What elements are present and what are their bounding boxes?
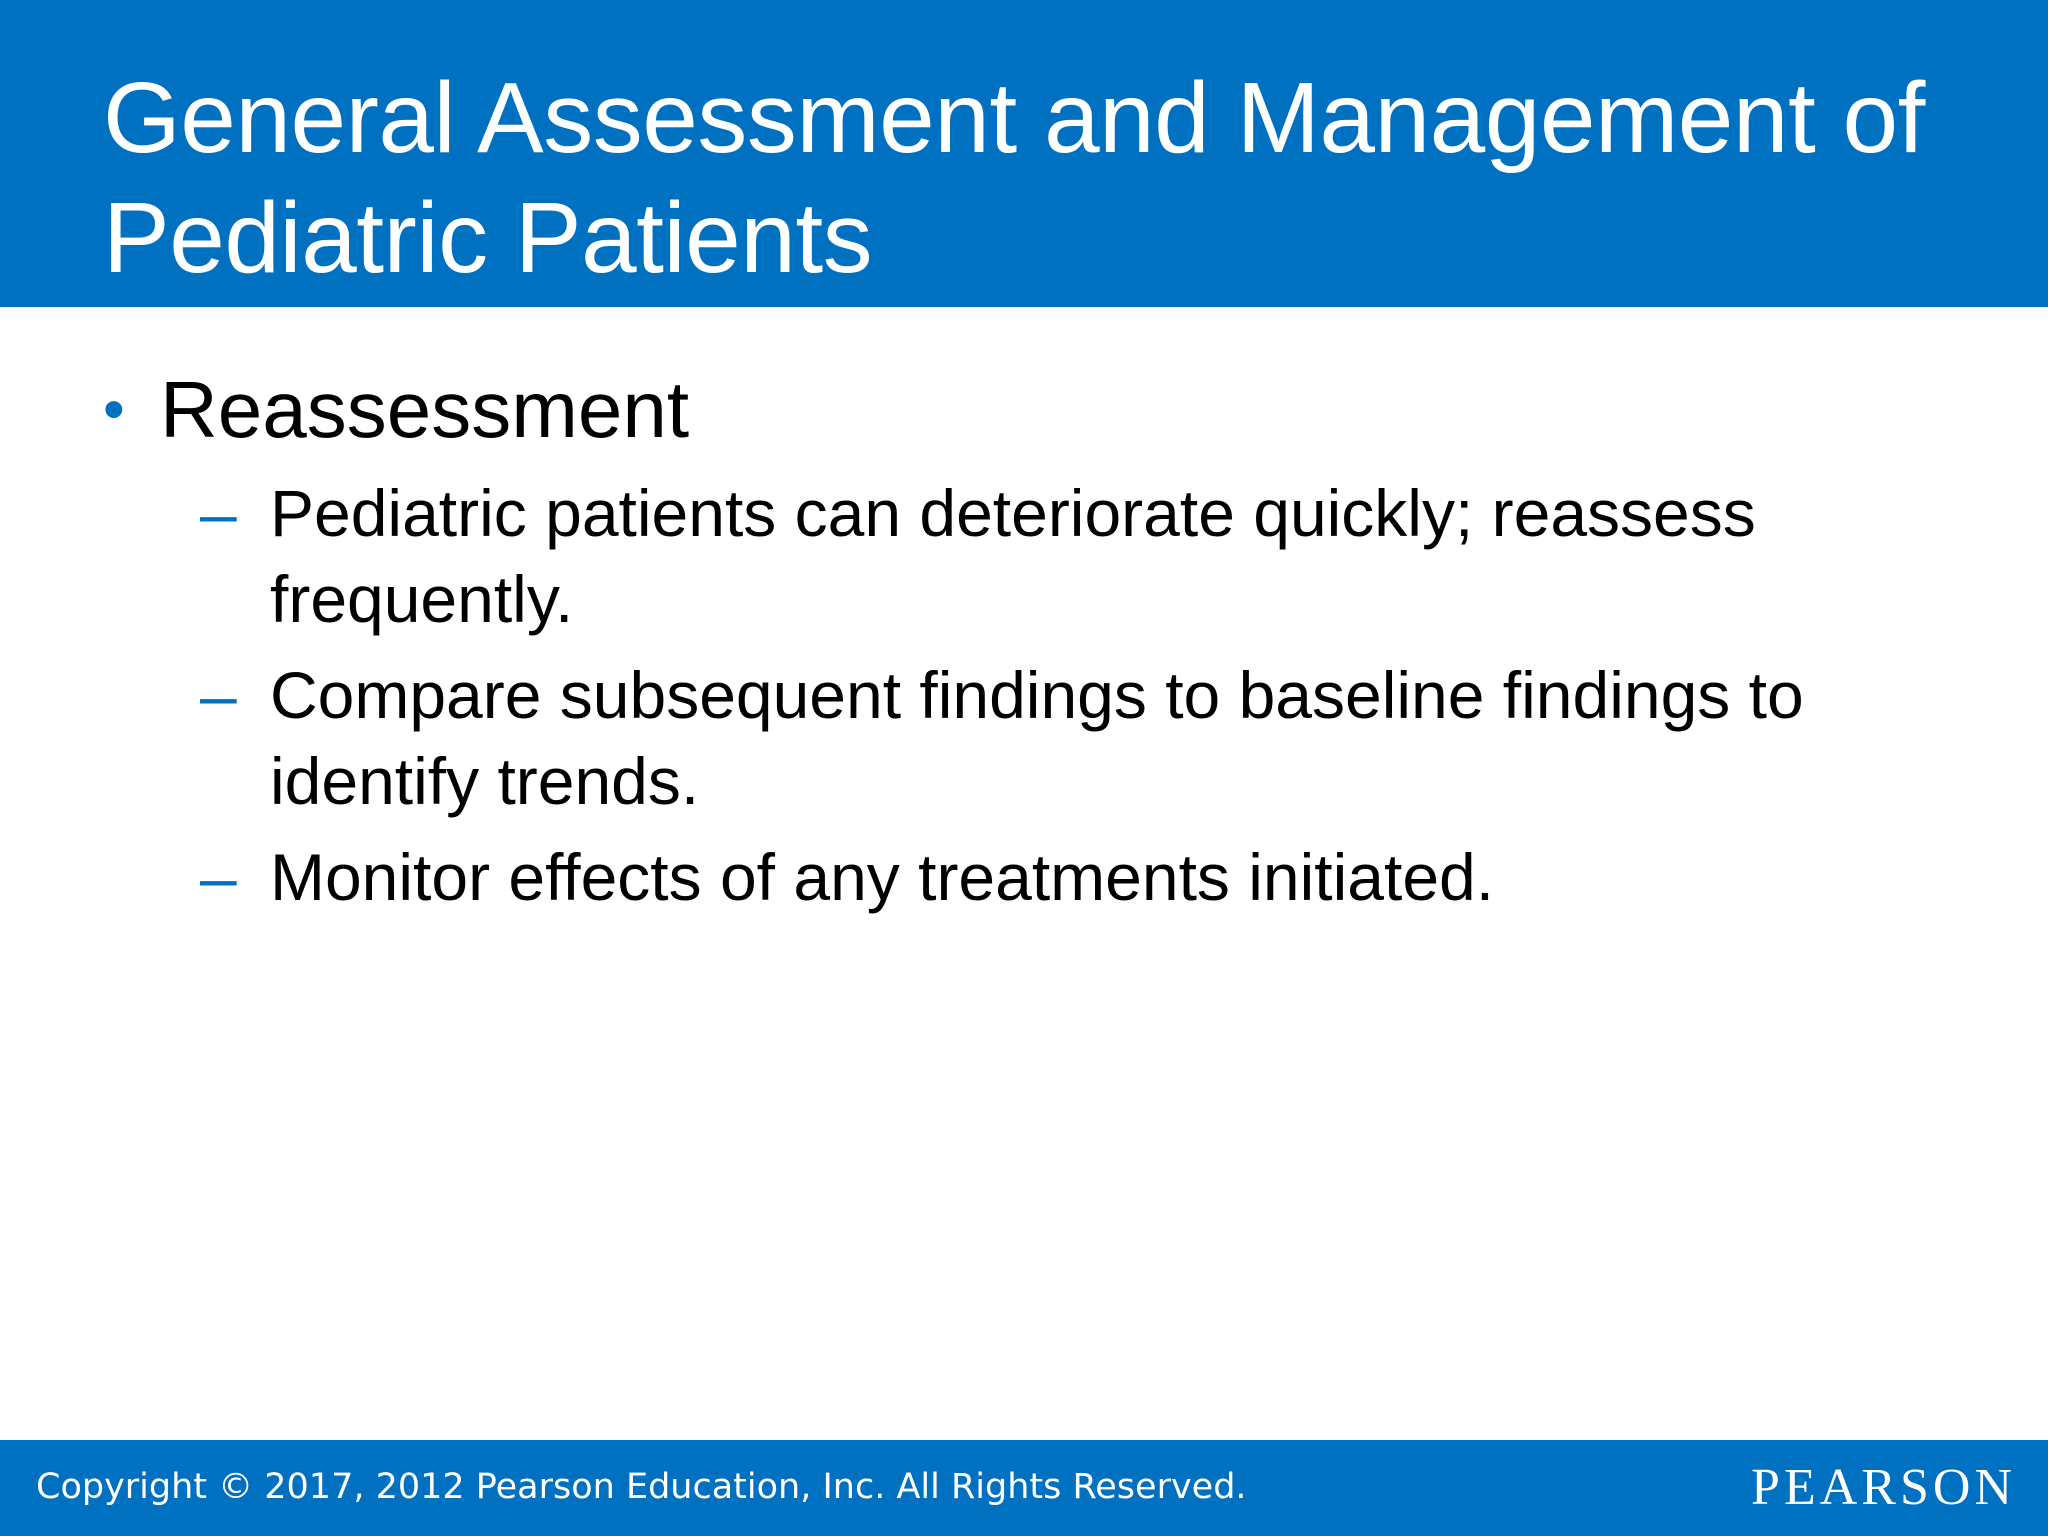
sub-bullet-text: Monitor effects of any treatments initiated. <box>270 840 1495 914</box>
footer-bar <box>0 1440 2048 1536</box>
sub-bullet-marker: – <box>200 476 237 550</box>
slide-title: General Assessment and Management of Pediatric Patients <box>103 62 1925 294</box>
bullet-text: Reassessment <box>160 365 690 454</box>
sub-bullet-list <box>200 470 1940 930</box>
sub-bullet-item <box>200 652 1940 824</box>
sub-bullet-item <box>200 470 1940 642</box>
copyright-text: Copyright © 2017, 2012 Pearson Education, Inc. All Rights Reserved. <box>36 1467 1247 1507</box>
sub-bullet-text: Compare subsequent findings to baseline findings to identify trends. <box>270 658 1804 818</box>
pearson-logo: PEARSON <box>1751 1459 2016 1516</box>
sub-bullet-marker: – <box>200 658 237 732</box>
bullet-marker: • <box>103 375 125 444</box>
sub-bullet-text: Pediatric patients can deteriorate quickly; reassess frequently. <box>270 476 1756 636</box>
sub-bullet-item <box>200 834 1940 920</box>
sub-bullet-marker: – <box>200 840 237 914</box>
